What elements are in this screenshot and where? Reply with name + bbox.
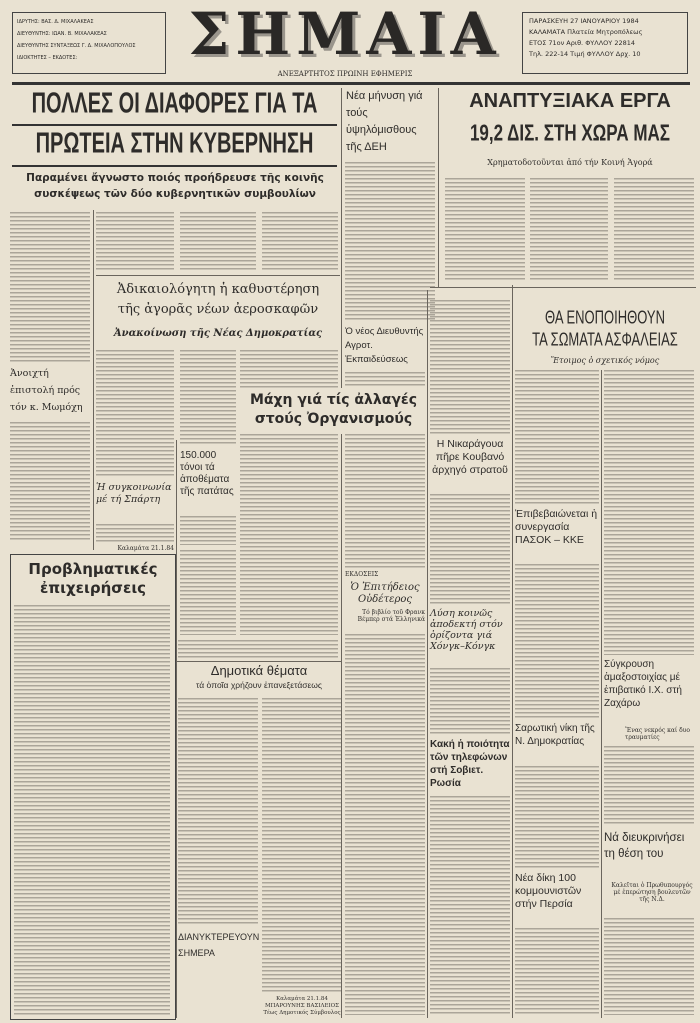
pasok-kke-headline: Ἐπιβεβαιώνεται ἡ συνεργασία ΠΑΣΟΚ – ΚΚΕ <box>515 508 598 546</box>
masthead-right-box <box>522 12 688 74</box>
text-block <box>515 928 599 1015</box>
aeroskafi-headline-1: Ἀδικαιολόγητη ἡ καθυστέρηση <box>116 282 320 297</box>
main-subheadline-1: Παραμένει ἄγνωστο ποιός προήδρευσε τῆς κοινῆς <box>26 172 324 184</box>
sygkrousi-subheadline: Ἕνας νεκρός καί δυο τραυματίες <box>625 727 691 741</box>
text-block <box>604 370 694 655</box>
anaptyxiaka-headline-2: 19,2 ΔΙΣ. ΣΤΗ ΧΩΡΑ ΜΑΣ <box>469 120 671 146</box>
rule <box>430 287 696 288</box>
text-block <box>345 162 435 320</box>
masthead-title: ΣΗΜΑΙΑ <box>188 0 502 68</box>
dimotika-headline-1: Δημοτικά θέματα <box>210 663 308 678</box>
tilefona-headline: Κακή ἡ ποιότητα τῶν τηλεφώνων στή Σοβιετ. Ρωσία <box>430 739 510 789</box>
text-block <box>430 494 510 604</box>
text-block <box>515 766 599 868</box>
provlimatikes-box <box>10 554 176 1020</box>
masthead-rule <box>12 82 690 85</box>
dianykterevoun-headline-1: ΔΙΑΝΥΚΤΕΡΕΥΟΥΝ <box>178 932 260 942</box>
sygkrousi-headline: Σύγκρουση ἁμαξοστοιχίας μέ ἐπιβατικό Ι.Χ. στή Ζαχάρω <box>604 659 682 709</box>
masthead-left-box <box>12 12 166 74</box>
main-headline-1: ΠΟΛΛΕΣ ΟΙ ΔΙΑΦΟΡΕΣ ΓΙΑ ΤΑ <box>31 88 318 120</box>
text-block <box>96 212 174 270</box>
text-block <box>345 434 425 568</box>
signature-date: Καλαμάτα 21.1.84 <box>276 996 328 1002</box>
organismoi-headline-1: Μάχη γιά τίς ἀλλαγές <box>249 392 418 408</box>
epitideios-subheadline: Τό βιβλίο τοῦ Φρανκ Βέμπερ στά Ἑλληνικά <box>357 609 425 623</box>
nikaragoua-headline: Η Νικαράγουα πῆρε Κουβανό ἀρχηγό στρατοῦ <box>432 438 508 476</box>
publishers-line: ΙΔΙΟΚΤΗΤΕΣ – ΕΚΔΟΤΕΣ: <box>17 55 78 61</box>
sparti-headline: Ἡ συγκοινωνία μέ τή Σπάρτη <box>96 482 172 505</box>
rule <box>176 661 341 662</box>
text-block <box>614 178 694 280</box>
text-block <box>180 550 236 635</box>
thesi-headline: Νά διευκρινήσει τη θέση του <box>604 832 685 860</box>
masthead-tagline: ΑΝΕΞΑΡΤΗΤΟΣ ΠΡΩΙΝΗ ΕΦΗΜΕΡΙΣ <box>277 70 413 78</box>
editor-line: ΔΙΕΥΘΥΝΤΗΣ ΣΥΝΤΑΞΕΩΣ Γ. Δ. ΜΙΧΑΛΟΠΟΥΛΟΣ <box>17 43 136 49</box>
column-rule <box>427 290 428 1018</box>
column-rule <box>341 434 342 1018</box>
text-block <box>10 212 90 362</box>
hongkong-headline: Λύση κοινῶς ἀποδεκτή στόν ὁρίζοντα γιά Χόνγκ–Κόνγκ <box>430 608 503 652</box>
anaptyxiaka-subheadline: Χρηματοδοτοῦνται ἀπό τήν Κοινή Ἀγορά <box>487 158 653 167</box>
aeroskafi-subheadline: Ἀνακοίνωση τῆς Νέας Δημοκρατίας <box>113 328 323 339</box>
issue-address: ΚΑΛΑΜΑΤΑ Πλατεία Μητροπόλεως <box>529 28 643 36</box>
anaptyxiaka-headline-1: ΑΝΑΠΤΥΞΙΑΚΑ ΕΡΓΑ <box>469 90 671 112</box>
text-block <box>240 434 338 635</box>
rule <box>12 124 337 126</box>
organismoi-headline-2: στούς Ὀργανισμούς <box>254 411 413 427</box>
sarotiki-headline: Σαρωτική νίκη τῆς Ν. Δημοκρατίας <box>515 723 595 747</box>
patata-headline: 150.000 τόνοι τά ἀποθέματα τῆς πατάτας <box>180 450 234 497</box>
director-line: ΔΙΕΥΘΥΝΤΗΣ: ΙΩΑΝ. Β. ΜΙΧΑΛΑΚΕΑΣ <box>17 31 107 37</box>
epitideios-headline: Ὁ Ἐπιτήδειος Οὐδέτερος <box>350 582 420 605</box>
text-block <box>240 350 338 388</box>
text-block <box>445 178 525 280</box>
text-block <box>345 372 425 388</box>
column-rule <box>341 88 342 388</box>
dei-headline: Νέα μήνυση γιά τούς ὑψηλόμισθους τῆς ΔΕΗ <box>346 90 423 153</box>
founder-line: ΙΔΡΥΤΗΣ: ΒΑΣ. Δ. ΜΙΧΑΛΑΚΕΑΣ <box>17 19 94 25</box>
epistoli-headline: Ἀνοιχτή ἐπιστολή πρός τόν κ. Μωμόχη <box>10 368 83 413</box>
text-block <box>96 350 174 478</box>
text-block <box>180 350 236 445</box>
main-headline-2: ΠΡΩΤΕΙΑ ΣΤΗΝ ΚΥΒΕΡΝΗΣΗ <box>35 128 314 160</box>
nea-diki-headline: Νέα δίκη 100 κομμουνιστῶν στήν Περσία <box>515 872 582 910</box>
thesi-subheadline: Καλεῖται ὁ Πρωθυπουργός μέ ἐπερώτηση βουλευτῶν τῆς Ν.Δ. <box>611 882 693 903</box>
text-block <box>262 212 338 270</box>
provlimatikes-headline: Προβληματικές ἐπιχειρήσεις <box>28 560 158 597</box>
diefthyntis-headline: Ὁ νέος Διευθυντής Αγροτ. Ἐκπαιδεύσεως <box>345 326 424 365</box>
somata-subheadline: Ἕτοιμος ὁ σχετικός νόμος <box>550 356 660 365</box>
column-rule <box>512 285 513 1018</box>
rule <box>12 165 337 167</box>
column-rule <box>601 370 602 1018</box>
dianykterevoun-headline-2: ΣΗΜΕΡΑ <box>178 948 215 958</box>
text-block <box>604 746 694 824</box>
text-block <box>430 796 510 1015</box>
text-block <box>178 640 338 658</box>
text-block <box>96 524 174 544</box>
main-subheadline-2: συσκέψεως τῶν δύο κυβερνητικῶν συμβουλίων <box>34 188 316 200</box>
issue-date: ΠΑΡΑΣΚΕΥΗ 27 ΙΑΝΟΥΑΡΙΟΥ 1984 <box>529 17 639 25</box>
rule <box>96 275 340 276</box>
signature-name: ΜΠΑΡΟΥΝΗΣ ΒΑΣΙΛΕΙΟΣ <box>264 1003 340 1009</box>
text-block <box>430 300 510 435</box>
text-block <box>262 698 342 993</box>
somata-headline-2: ΤΑ ΣΩΜΑΤΑ ΑΣΦΑΛΕΙΑΣ <box>532 328 678 350</box>
epitideios-kicker: ΕΚΔΟΣΕΙΣ <box>345 571 379 578</box>
column-rule <box>438 88 439 288</box>
column-rule <box>93 210 94 550</box>
issue-price: Τηλ. 222-14 Τιμή ΦΥΛΛΟΥ Δρχ. 10 <box>529 50 641 58</box>
text-block <box>345 634 425 1015</box>
text-block <box>515 564 599 718</box>
text-block <box>430 668 510 734</box>
text-block <box>515 370 599 505</box>
somata-headline-1: ΘΑ ΕΝΟΠΟΙΗΘΟΥΝ <box>545 306 665 328</box>
text-block <box>604 918 694 1015</box>
aeroskafi-headline-2: τῆς ἀγορᾶς νέων ἀεροσκαφῶν <box>117 302 319 317</box>
dimotika-headline-2: τά ὁποῖα χρήζουν ἐπανεξετάσεως <box>195 680 323 690</box>
text-block <box>180 212 256 270</box>
sparti-dateline: Καλαμάτα 21.1.84 <box>117 545 174 552</box>
text-block <box>178 698 258 925</box>
issue-number: ΕΤΟΣ 71ον Αριθ. ΦΥΛΛΟΥ 22814 <box>529 39 636 47</box>
signature-title: Τέως Δημοτικός Σύμβουλος <box>263 1010 341 1016</box>
text-block <box>180 516 236 545</box>
text-block <box>530 178 608 280</box>
column-rule <box>176 440 177 1018</box>
text-block <box>10 422 90 542</box>
